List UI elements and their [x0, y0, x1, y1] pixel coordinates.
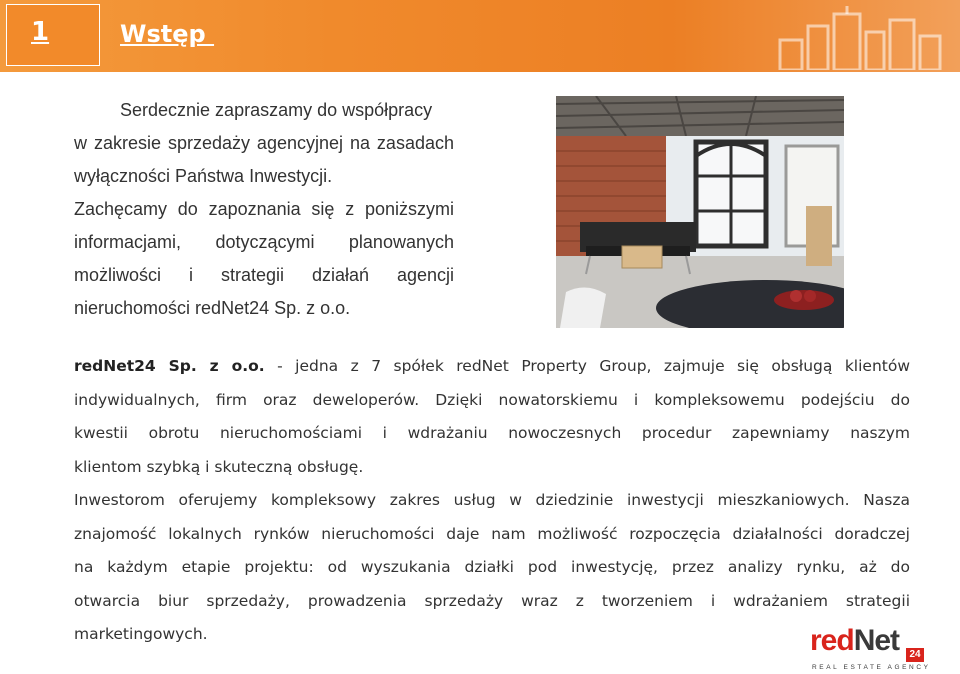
- paragraph-2-line: na każdym etapie projektu: od wyszukania działki pod inwestycję, przez analizy rynku, aż do: [74, 558, 910, 576]
- logo-wordmark: [810, 624, 899, 658]
- logo-badge: 24: [906, 648, 924, 662]
- intro-line: Serdecznie zapraszamy do współpracy: [120, 100, 433, 120]
- intro-line: informacjami, dotyczącymi planowanych: [74, 232, 454, 252]
- building-skyline-icon: [770, 4, 950, 70]
- intro-line: nieruchomości redNet24 Sp. z o.o.: [74, 298, 351, 318]
- company-name: redNet24 Sp. z o.o.: [74, 357, 265, 375]
- intro-line: w zakresie sprzedaży agencyjnej na zasadach: [74, 133, 454, 153]
- logo-tagline: REAL ESTATE AGENCY: [812, 664, 931, 671]
- paragraph-1-line: [74, 350, 910, 384]
- paragraph-2-line: marketingowych.: [74, 625, 208, 643]
- paragraph-1-line: indywidualnych, firm oraz deweloperów. Dzięki nowatorskiemu i kompleksowemu podejściu do: [74, 390, 910, 409]
- section-header: [0, 0, 960, 72]
- logo-dark-part: Net: [853, 624, 900, 657]
- intro-line: możliwości i strategii działań agencji: [74, 265, 454, 285]
- section-number-box: [6, 4, 100, 66]
- intro-line: Zachęcamy do zapoznania się z poniższymi: [74, 199, 454, 219]
- rednet24-logo: [810, 624, 940, 672]
- paragraph-2-line: znajomość lokalnych rynków nieruchomości daje nam możliwość rozpoczęcia działalności doradczej: [74, 524, 910, 543]
- paragraph-2-line: otwarcia biur sprzedaży, prowadzenia sprzedaży wraz z tworzeniem i wdrażaniem strategii: [74, 591, 910, 610]
- intro-line: wyłączności Państwa Inwestycji.: [74, 166, 333, 186]
- intro-text: [74, 94, 454, 325]
- loft-interior-photo: [556, 96, 844, 328]
- logo-red-part: red: [810, 624, 854, 657]
- section-title: Wstęp: [120, 20, 215, 48]
- paragraph-1-line: klientom szybką i skuteczną obsługę.: [74, 457, 364, 476]
- body-text: [74, 350, 910, 652]
- paragraph-1-text: - jedna z 7 spółek redNet Property Group, zajmuje się obsługą klientów: [264, 357, 911, 375]
- paragraph-1-line: kwestii obrotu nieruchomościami i wdrażaniu nowoczesnych procedur zapewniamy naszym: [74, 424, 910, 442]
- section-number: 1: [31, 17, 50, 47]
- paragraph-2-line: Inwestorom oferujemy kompleksowy zakres usług w dziedzinie inwestycji mieszkaniowych. Nasza: [74, 491, 910, 509]
